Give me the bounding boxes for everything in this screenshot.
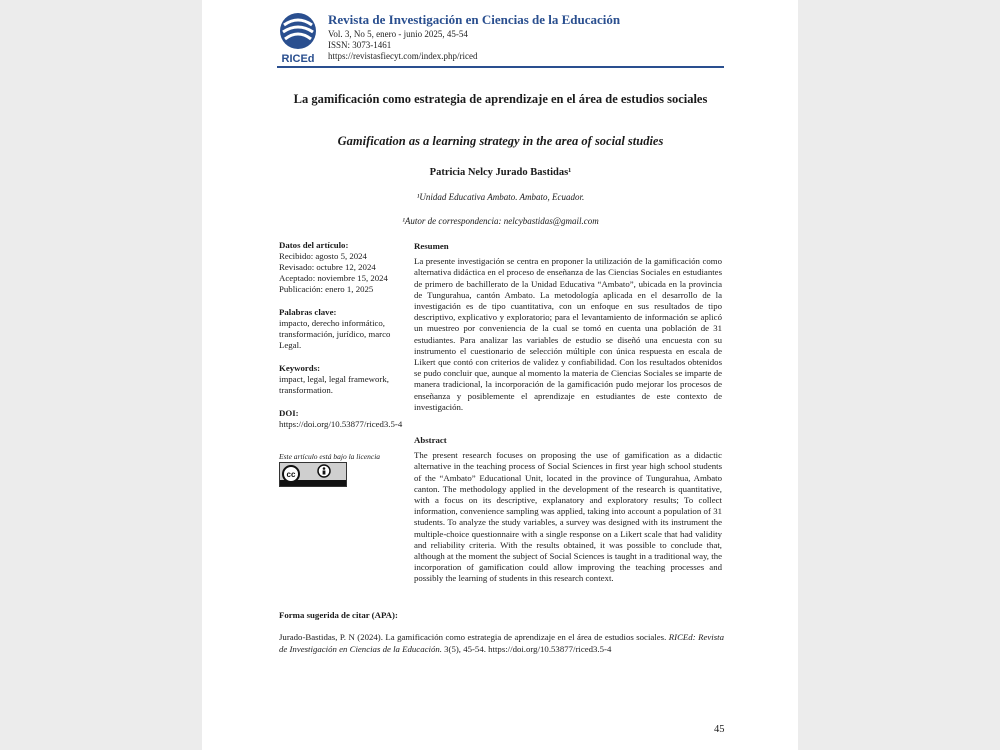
logo-text: RICEd [281,53,315,65]
date-published: Publicación: enero 1, 2025 [279,284,374,294]
date-revised: Revisado: octubre 12, 2024 [279,262,376,272]
by-icon [318,465,330,477]
cc-license-badge[interactable] [279,462,347,487]
journal-volume: Vol. 3, No 5, enero - junio 2025, 45-54 [328,29,468,39]
header-rule [277,66,724,68]
keywords-en-list: impact, legal, legal framework, transformation. [279,374,389,395]
license-note-wrap [279,451,409,462]
keywords-en [279,363,409,396]
resumen-heading: Resumen [414,241,449,251]
keywords-es-heading: Palabras clave: [279,307,337,317]
dates-heading: Datos del artículo: [279,240,349,250]
correspondence[interactable]: ¹Autor de correspondencia: nelcybastidas@gmail.com [402,216,599,226]
article-title-en: Gamification as a learning strategy in the area of social studies [337,134,664,148]
journal-title: Revista de Investigación en Ciencias de la Educación [328,12,621,27]
svg-text:cc: cc [286,470,296,479]
resumen-text: La presente investigación se centra en proponer la utilización de la gamificación como alternativa didáctica en el proceso de enseñanza de las Ciencias Sociales en estudiantes de primero de bachillerato de la Unidad Educativa “Ambato”, ubicada en la provincia de Tungurahua, cantón Ambato. La metodología aplicada en el desarrollo de la investigación es de tipo cuantitativa, con un enfoque en sus resultados de tipo descriptivo, explicativo y exploratorio; para el levantamiento de información se aplicó un muestreo por conveniencia de la cual se tomó en cuenta una población de 31 estudiantes. Para analizar las variables de estudio se diseñó una encuesta con su instrumento el cuestionario de selección múltiple con única respuesta en escala de Likert que contó con criterios de validez y confiabilidad. Con los resultados obtenidos se pudo concluir que, aunque al momento la materia de Ciencias Sociales se imparte de manera tradicional, la incorporación de la gamificación pudo mejorar los procesos de enseñanza y posiblemente el aprendizaje en estudiantes de este contexto de investigación. [414,256,722,412]
citation-heading: Forma sugerida de citar (APA): [279,610,398,620]
doi-link[interactable]: https://doi.org/10.53877/riced3.5-4 [279,419,403,429]
license-note: Este artículo está bajo la licencia [279,452,381,461]
keywords-es-list: impacto, derecho informático, transformación, jurídico, marco Legal. [279,318,391,350]
abstract-section [414,435,722,585]
date-received: Recibido: agosto 5, 2024 [279,251,367,261]
article-dates [279,240,409,295]
citation-lead: Jurado-Bastidas, P. N (2024). La gamificación como estrategia de aprendizaje en el área de estudios sociales. [279,632,667,642]
doi-heading: DOI: [279,408,299,418]
page-number: 45 [714,724,725,735]
author-name: Patricia Nelcy Jurado Bastidas¹ [429,167,572,178]
document-page [202,0,798,750]
keywords-es [279,307,409,351]
doi-block [279,408,407,430]
journal-issn: ISSN: 3073-1461 [328,40,392,50]
author-affiliation: ¹Unidad Educativa Ambato. Ambato, Ecuador. [416,192,585,202]
citation-journal: RICEd: Revista de Investigación en Ciencias de la Educación. [279,632,724,654]
citation-tail: 3(5), 45-54. https://doi.org/10.53877/riced3.5-4 [441,643,612,654]
abstract-text: The present research focuses on proposing the use of gamification as a didactic alternative in the teaching process of Social Sciences in first year high school students of the “Ambato” Educational Unit, located in the province of Tungurahua, Ambato canton. The methodology applied in the development of the research is quantitative, with a focus on its descriptive, explanatory and exploratory results; To collect information, convenience sampling was applied, taking into account a population of 31 students. To analyze the study variables, a survey was designed with its instrument the multiple-choice questionnaire with a single response on a Likert scale that had validity and reliability criteria. With the results obtained, it was possible to conclude that, although at the moment the subject of Social Sciences is taught in a traditional way, the incorporation of gamification could allow improving the teaching processes and possibly the learning of students in this research context. [414,450,722,584]
cc-icon [283,466,299,482]
resumen-section [414,241,722,413]
citation-text [279,632,724,655]
journal-url[interactable]: https://revistasfiecyt.com/index.php/riced [328,51,478,61]
abstract-heading: Abstract [414,435,447,445]
journal-logo [277,11,319,65]
date-accepted: Aceptado: noviembre 15, 2024 [279,273,388,283]
article-title-es: La gamificación como estrategia de aprendizaje en el área de estudios sociales [293,92,708,106]
keywords-en-heading: Keywords: [279,363,321,373]
